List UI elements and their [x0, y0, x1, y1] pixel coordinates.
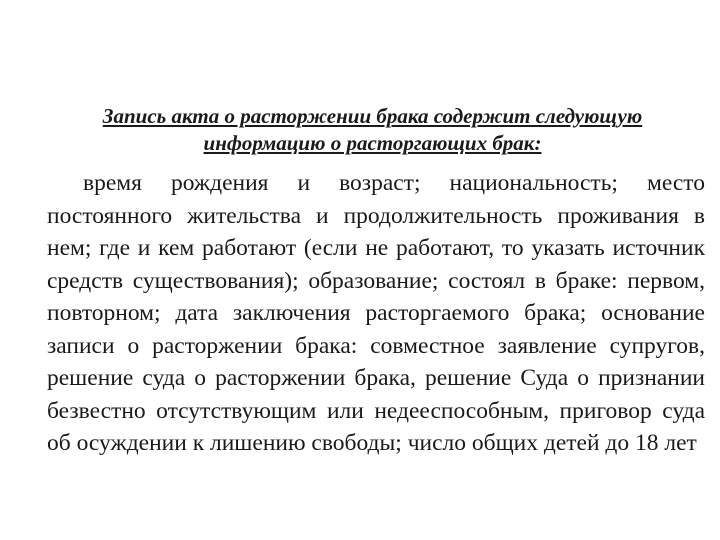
slide-heading: Запись акта о расторжении брака содержит следующую информацию о расторгающих брак:: [102, 104, 643, 155]
slide-body-text: время рождения и возраст; национальность; место постоянного жительства и продолжительность проживания в нем; где и кем работают (если не работают, то указать источник средств существования); образование; состоял в браке: первом, повторном; дата заключения расторгаемого брака; основание записи о расторжении брака: совместное заявление супругов, решение суда о расторжении брака, решение Суда о признании безвестно отсутствующим или недееспособным, приговор суда об осуждении к лишению свободы; число общих детей до 18 лет: [47, 170, 705, 456]
